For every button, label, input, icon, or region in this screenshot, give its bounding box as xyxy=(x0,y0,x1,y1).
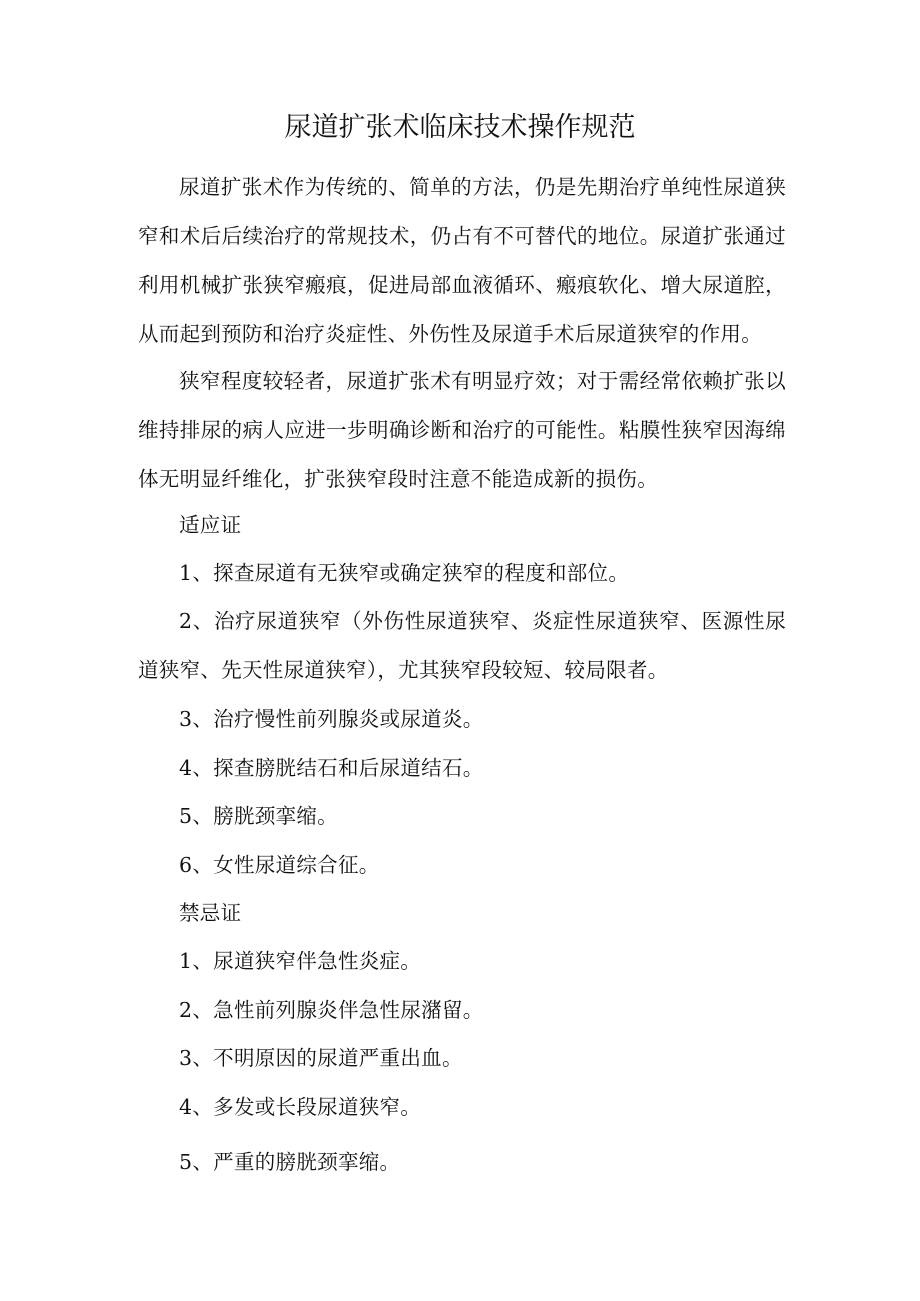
contraindication-item-2: 2、急性前列腺炎伴急性尿潴留。 xyxy=(179,998,484,1022)
indication-item-6: 6、女性尿道综合征。 xyxy=(179,853,380,877)
indication-item-4: 4、探查膀胱结石和后尿道结石。 xyxy=(179,756,484,780)
contraindications-heading: 禁忌证 xyxy=(179,901,242,925)
indication-item-2: 2、治疗尿道狭窄（外伤性尿道狭窄、炎症性尿道狭窄、医源性尿道狭窄、先天性尿道狭窄），尤其狭窄段较短、较局限者。 xyxy=(138,609,786,682)
indication-item-3: 3、治疗慢性前列腺炎或尿道炎。 xyxy=(179,707,484,731)
contraindication-item-5: 5、严重的膀胱颈挛缩。 xyxy=(179,1150,401,1174)
intro-paragraph-1: 尿道扩张术作为传统的、简单的方法，仍是先期治疗单纯性尿道狭窄和术后后续治疗的常规技术，仍占有不可替代的地位。尿道扩张通过利用机械扩张狭窄瘢痕，促进局部血液循环、瘢痕软化、增大尿道腔，从而起到预防和治疗炎症性、外伤性及尿道手术后尿道狭窄的作用。 xyxy=(138,175,786,346)
document-title: 尿道扩张术临床技术操作规范 xyxy=(284,112,636,143)
contraindication-item-1: 1、尿道狭窄伴急性炎症。 xyxy=(179,949,422,973)
indication-item-5: 5、膀胱颈挛缩。 xyxy=(179,804,338,828)
contraindication-item-3: 3、不明原因的尿道严重出血。 xyxy=(179,1046,463,1070)
indications-heading: 适应证 xyxy=(179,513,242,537)
indication-item-1: 1、探查尿道有无狭窄或确定狭窄的程度和部位。 xyxy=(179,561,630,585)
intro-paragraph-2: 狭窄程度较轻者，尿道扩张术有明显疗效；对于需经常依赖扩张以维持排尿的病人应进一步明确诊断和治疗的可能性。粘膜性狭窄因海绵体无明显纤维化，扩张狭窄段时注意不能造成新的损伤。 xyxy=(138,369,786,491)
contraindication-item-4: 4、多发或长段尿道狭窄。 xyxy=(179,1095,422,1119)
